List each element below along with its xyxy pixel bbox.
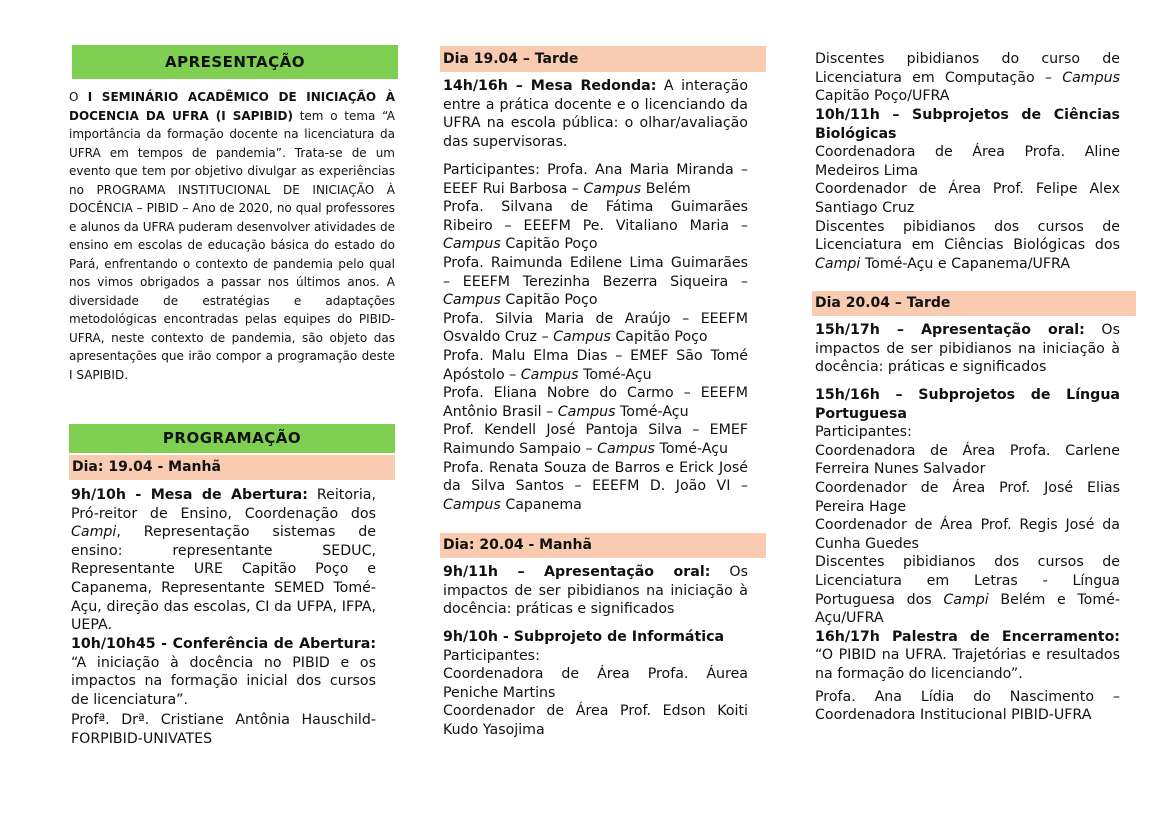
event-text: Os impactos de ser pibidianos na iniciação à docência: práticas e significados [443, 564, 748, 618]
list-item [815, 218, 1120, 274]
list-item: Coordenadora de Área Profa. Aline Medeiros Lima [815, 144, 1120, 179]
list-item: Coordenadora de Área Profa. Áurea Peniche Martins [443, 666, 748, 701]
day2-afternoon-header: Dia 20.04 – Tarde [812, 291, 1136, 316]
event-text: A interação entre a prática docente e o licenciando da UFRA na escola pública: o olhar/avaliação das supervisoras. [443, 78, 748, 150]
day1-morning-header: Dia: 19.04 - Manhã [69, 455, 395, 480]
text: Tomé-Açu e Capanema/UFRA [860, 255, 1071, 272]
subprojeto-title [815, 386, 1120, 423]
intro-lead: O [69, 90, 88, 104]
subprojeto-title-text: 15h/16h – Subprojetos de Língua Portuguesa [815, 387, 1120, 422]
list-item: Coordenador de Área Prof. José Elias Pereira Hage [815, 479, 1120, 515]
subprojeto-lingua-portuguesa [815, 386, 1120, 725]
text: Discentes pibidianos dos cursos de Licenciatura em Ciências Biológicas dos [815, 218, 1120, 254]
apresentacao-text [69, 88, 395, 384]
day1-afternoon-header: Dia 19.04 – Tarde [440, 46, 766, 72]
intro-rest: tem o tema “A importância da formação docente na licenciatura da UFRA em tempos de pandemia”. Trata-se de um evento que tem por objetivo divulgar as experiências no PROGRAMA INSTITUCIONAL DE INICIAÇÃO À DOCÊNCIA – PIBID – Ano de 2020, no qual professores e alunos da UFRA puderam desenvolver atividades de ensino em escolas de educação básica do estado do Pará, enfrentando o contexto de pandemia pelo qual nos vimos obrigados a passar nos últimos anos. A diversidade de estratégias e adaptações metodológicas encontradas pelas equipes do PIBID-UFRA, neste contexto de pandemia, são objeto das apresentações que irão compor a programação deste I SAPIBID. [69, 108, 395, 382]
campus-italic: Campus [1062, 69, 1120, 86]
list-item [443, 198, 748, 254]
participant: Participantes: Profa. Ana Maria Miranda – EEEF Rui Barbosa – [443, 162, 748, 197]
campi-italic: Campi [815, 255, 861, 272]
list-item [443, 459, 748, 515]
event-mesa-abertura [71, 486, 376, 635]
campus-italic: Campus [520, 366, 579, 383]
list-item [443, 384, 748, 421]
text: Discentes pibidianos dos cursos de Licenciatura em Letras - Língua Portuguesa dos [815, 554, 1120, 608]
campus-italic: Campus [443, 292, 501, 309]
campus-name: Capitão Poço [500, 292, 598, 309]
list-item [443, 421, 748, 458]
event-text: “O PIBID na UFRA. Trajetórias e resultados na formação do licenciando”. [815, 647, 1120, 682]
list-item [815, 553, 1120, 627]
event-time: 10h/10h45 - Conferência de Abertura: [71, 636, 376, 652]
encerramento-speaker: Profa. Ana Lídia do Nascimento – Coordenadora Institucional PIBID-UFRA [815, 688, 1120, 724]
campus-name: Tomé-Açu [654, 440, 729, 457]
list-item [443, 347, 748, 384]
campus-italic: Campus [443, 496, 501, 513]
campus-name: Capanema [500, 496, 582, 513]
campi-italic: Campi [71, 524, 117, 541]
text: Belém e Tomé-Açu/UFRA [815, 591, 1120, 627]
campus-name: Belém [641, 180, 691, 197]
campus-italic: Campus [597, 440, 655, 457]
event-conferencia [71, 635, 376, 709]
list-item: Coordenadora de Área Profa. Carlene Ferreira Nunes Salvador [815, 442, 1120, 478]
campus-name: Capitão Poço [610, 329, 708, 346]
campus-name: Capitão Poço [500, 236, 598, 253]
apresentacao-heading: APRESENTAÇÃO [72, 45, 398, 79]
participant: Profa. Malu Elma Dias – EMEF São Tomé Apóstolo – [443, 347, 748, 383]
subprojeto-biologia [815, 106, 1120, 273]
participants-list [443, 161, 748, 514]
list-item: Coordenador de Área Prof. Felipe Alex Santiago Cruz [815, 181, 1120, 216]
participants-label: Participantes: [443, 647, 540, 664]
list-item: Coordenador de Área Prof. Edson Koiti Kudo Yasojima [443, 703, 748, 738]
campus-name: Tomé-Açu [615, 403, 689, 420]
event-text: Os impactos de ser pibidianos na iniciação à docência: práticas e significados [815, 322, 1120, 376]
text: Discentes pibidianos do curso de Licenciatura em Computação – [815, 51, 1120, 86]
subprojeto-title-text: 9h/10h - Subprojeto de Informática [443, 629, 725, 645]
event-text: Reitoria, Pró-reitor de Ensino, Coordenação dos [71, 487, 377, 522]
event-time: 9h/10h - Mesa de Abertura: [71, 487, 308, 503]
subprojeto-title [443, 628, 748, 647]
list-item [443, 310, 748, 347]
programacao-heading: PROGRAMAÇÃO [69, 424, 395, 453]
campus-italic: Campus [443, 236, 501, 253]
event-name: I SEMINÁRIO ACADÊMICO DE INICIAÇÃO À DOCENCIA DA UFRA (I SAPIBID) [69, 90, 396, 123]
campus-italic: Campus [583, 180, 642, 197]
event-time: 9h/11h – Apresentação oral: [443, 564, 711, 580]
event-time: 16h/17h Palestra de Encerramento: [815, 628, 1120, 645]
discentes-computacao [815, 50, 1120, 106]
campus-name: Tomé-Açu [578, 366, 652, 383]
mesa-redonda [443, 77, 748, 151]
subprojeto-title [815, 106, 1120, 143]
list-item [443, 254, 748, 310]
campi-italic: Campi [943, 591, 989, 608]
participant: Profa. Silvia Maria de Araújo – EEEFM Osvaldo Cruz – [443, 310, 748, 346]
day2-morning-header: Dia: 20.04 - Manhã [440, 533, 766, 558]
palestra-encerramento [815, 628, 1120, 684]
participant: Profa. Silvana de Fátima Guimarães Ribeiro – EEEFM Pe. Vitaliano Maria – [443, 199, 748, 234]
participants-label: Participantes: [815, 424, 912, 441]
participant: Profa. Eliana Nobre do Carmo – EEEFM Antônio Brasil – [443, 385, 748, 420]
participant: Profa. Renata Souza de Barros e Erick José da Silva Santos – EEEFM D. João VI – [443, 459, 748, 495]
subprojeto-title-text: 10h/11h – Subprojetos de Ciências Biológicas [815, 107, 1120, 142]
conferencia-speaker: Profª. Drª. Cristiane Antônia Hauschild-FORPIBID-UNIVATES [71, 712, 376, 747]
event-text: “A iniciação à docência no PIBID e os impactos na formação inicial dos cursos de licenciatura”. [71, 654, 376, 708]
event-time: 14h/16h – Mesa Redonda: [443, 78, 657, 94]
apresentacao-oral-1 [443, 563, 748, 619]
participant: Prof. Kendell José Pantoja Silva – EMEF Raimundo Sampaio – [443, 422, 748, 457]
participant: Profa. Raimunda Edilene Lima Guimarães – EEEFM Terezinha Bezerra Siqueira – [443, 254, 748, 290]
list-item: Coordenador de Área Prof. Regis José da Cunha Guedes [815, 517, 1120, 552]
event-text: , Representação sistemas de ensino: representante SEDUC, Representante URE Capitão Poço e Capanema, Representante SEMED Tomé-Açu, direção das escolas, CI da UFPA, IFPA, UEPA. [71, 524, 376, 634]
text: Capitão Poço/UFRA [815, 88, 950, 105]
list-item [443, 161, 748, 198]
event-time: 15h/17h – Apresentação oral: [815, 322, 1085, 338]
campus-italic: Campus [553, 329, 611, 346]
campus-italic: Campus [557, 403, 616, 420]
apresentacao-oral-2 [815, 321, 1120, 377]
subprojeto-informatica [443, 628, 748, 740]
